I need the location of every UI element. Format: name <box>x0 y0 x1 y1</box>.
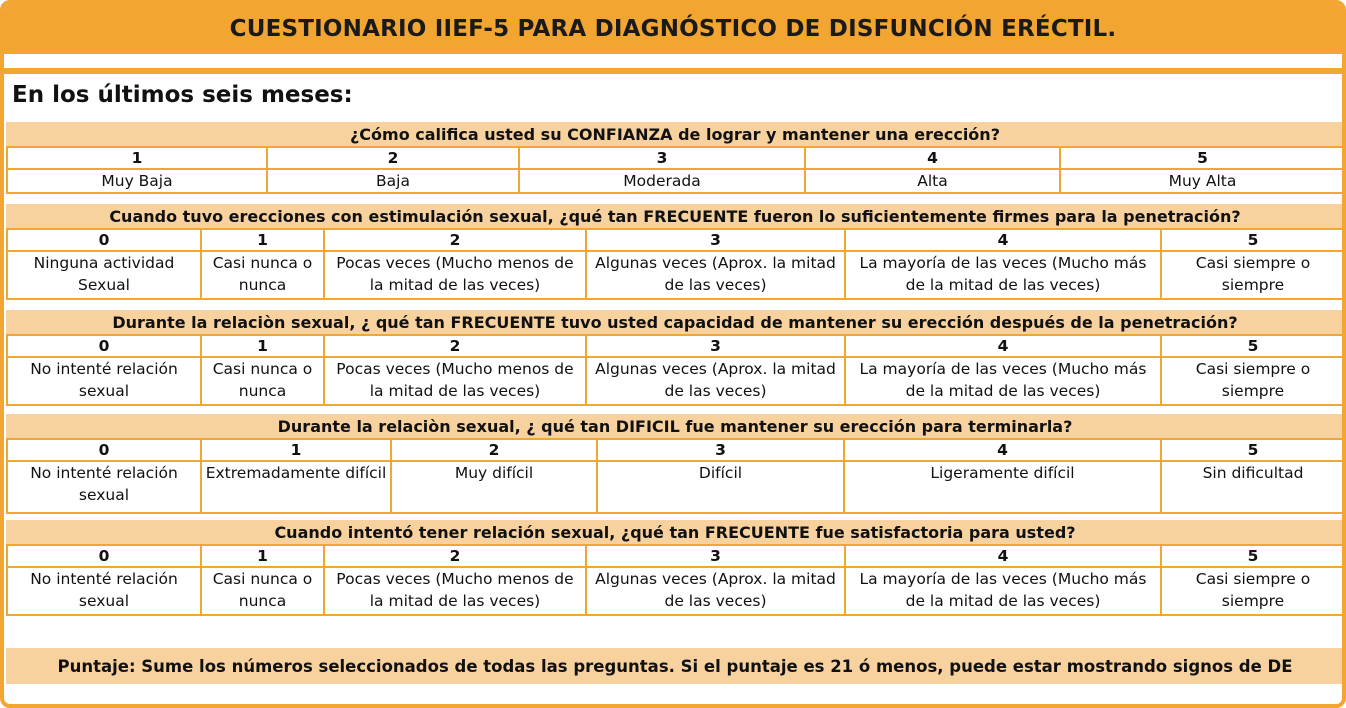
score-cell[interactable]: 5 <box>1161 335 1345 357</box>
page-title: CUESTIONARIO IIEF-5 PARA DIAGNÓSTICO DE DISFUNCIÓN ERÉCTIL. <box>229 16 1117 42</box>
option-label[interactable]: La mayoría de las veces (Mucho más de la mitad de las veces) <box>845 251 1161 299</box>
score-instructions: Puntaje: Sume los números seleccionados de todas las preguntas. Si el puntaje es 21 ó menos, puede estar mostrando signos de DE <box>6 648 1344 684</box>
score-cell[interactable]: 1 <box>201 545 324 567</box>
score-cell[interactable]: 0 <box>7 545 201 567</box>
option-label[interactable]: Casi nunca o nunca <box>201 567 324 615</box>
score-cell[interactable]: 3 <box>519 147 805 169</box>
question-5 <box>6 520 1344 616</box>
option-label[interactable]: Moderada <box>519 169 805 193</box>
title-bar <box>4 4 1342 54</box>
score-cell[interactable]: 0 <box>7 229 201 251</box>
score-cell[interactable]: 1 <box>201 229 324 251</box>
question-4-options <box>6 438 1346 514</box>
question-4-text: Durante la relaciòn sexual, ¿ qué tan DIFICIL fue mantener su erección para terminarla? <box>6 414 1344 438</box>
score-cell[interactable]: 4 <box>845 335 1161 357</box>
option-label[interactable]: Casi siempre o siempre <box>1161 357 1345 405</box>
score-cell[interactable]: 3 <box>586 229 845 251</box>
question-3-options <box>6 334 1346 406</box>
question-2-text: Cuando tuvo erecciones con estimulación sexual, ¿qué tan FRECUENTE fueron lo suficientemente firmes para la penetración? <box>6 204 1344 228</box>
question-1 <box>6 122 1344 194</box>
option-label[interactable]: Sin dificultad <box>1161 461 1345 513</box>
score-cell[interactable]: 0 <box>7 439 201 461</box>
score-cell[interactable]: 4 <box>845 545 1161 567</box>
option-label[interactable]: La mayoría de las veces (Mucho más de la mitad de las veces) <box>845 357 1161 405</box>
option-label[interactable]: Algunas veces (Aprox. la mitad de las veces) <box>586 567 845 615</box>
option-label[interactable]: No intenté relación sexual <box>7 567 201 615</box>
score-cell[interactable]: 3 <box>597 439 844 461</box>
option-label[interactable]: Alta <box>805 169 1060 193</box>
question-1-text: ¿Cómo califica usted su CONFIANZA de lograr y mantener una erección? <box>6 122 1344 146</box>
score-cell[interactable]: 5 <box>1060 147 1345 169</box>
score-cell[interactable]: 4 <box>844 439 1161 461</box>
option-label[interactable]: Casi siempre o siempre <box>1161 567 1345 615</box>
question-3-text: Durante la relaciòn sexual, ¿ qué tan FRECUENTE tuvo usted capacidad de mantener su erección después de la penetración? <box>6 310 1344 334</box>
option-label[interactable]: No intenté relación sexual <box>7 461 201 513</box>
option-label[interactable]: Pocas veces (Mucho menos de la mitad de las veces) <box>324 357 586 405</box>
option-label[interactable]: Muy Alta <box>1060 169 1345 193</box>
option-label[interactable]: Pocas veces (Mucho menos de la mitad de las veces) <box>324 251 586 299</box>
option-label[interactable]: No intenté relación sexual <box>7 357 201 405</box>
score-cell[interactable]: 5 <box>1161 439 1345 461</box>
score-cell[interactable]: 5 <box>1161 545 1345 567</box>
score-cell[interactable]: 3 <box>586 545 845 567</box>
question-2-options <box>6 228 1346 300</box>
question-1-options <box>6 146 1346 194</box>
question-5-text: Cuando intentó tener relación sexual, ¿qué tan FRECUENTE fue satisfactoria para usted? <box>6 520 1344 544</box>
score-cell[interactable]: 0 <box>7 335 201 357</box>
question-4 <box>6 414 1344 514</box>
question-5-options <box>6 544 1346 616</box>
option-label[interactable]: Difícil <box>597 461 844 513</box>
score-cell[interactable]: 4 <box>845 229 1161 251</box>
divider <box>4 68 1342 74</box>
score-cell[interactable]: 2 <box>324 229 586 251</box>
option-label[interactable]: Ligeramente difícil <box>844 461 1161 513</box>
option-label[interactable]: La mayoría de las veces (Mucho más de la mitad de las veces) <box>845 567 1161 615</box>
score-cell[interactable]: 2 <box>324 335 586 357</box>
option-label[interactable]: Muy difícil <box>391 461 597 513</box>
option-label[interactable]: Extremadamente difícil <box>201 461 391 513</box>
score-cell[interactable]: 2 <box>267 147 519 169</box>
score-cell[interactable]: 2 <box>391 439 597 461</box>
score-cell[interactable]: 1 <box>201 335 324 357</box>
score-cell[interactable]: 4 <box>805 147 1060 169</box>
option-label[interactable]: Muy Baja <box>7 169 267 193</box>
score-cell[interactable]: 1 <box>7 147 267 169</box>
option-label[interactable]: Algunas veces (Aprox. la mitad de las veces) <box>586 251 845 299</box>
question-2 <box>6 204 1344 300</box>
score-cell[interactable]: 1 <box>201 439 391 461</box>
option-label[interactable]: Casi nunca o nunca <box>201 357 324 405</box>
option-label[interactable]: Ninguna actividad Sexual <box>7 251 201 299</box>
option-label[interactable]: Casi siempre o siempre <box>1161 251 1345 299</box>
option-label[interactable]: Pocas veces (Mucho menos de la mitad de las veces) <box>324 567 586 615</box>
score-cell[interactable]: 2 <box>324 545 586 567</box>
option-label[interactable]: Casi nunca o nunca <box>201 251 324 299</box>
question-3 <box>6 310 1344 406</box>
score-cell[interactable]: 3 <box>586 335 845 357</box>
option-label[interactable]: Baja <box>267 169 519 193</box>
score-cell[interactable]: 5 <box>1161 229 1345 251</box>
option-label[interactable]: Algunas veces (Aprox. la mitad de las veces) <box>586 357 845 405</box>
subtitle: En los últimos seis meses: <box>12 82 353 108</box>
